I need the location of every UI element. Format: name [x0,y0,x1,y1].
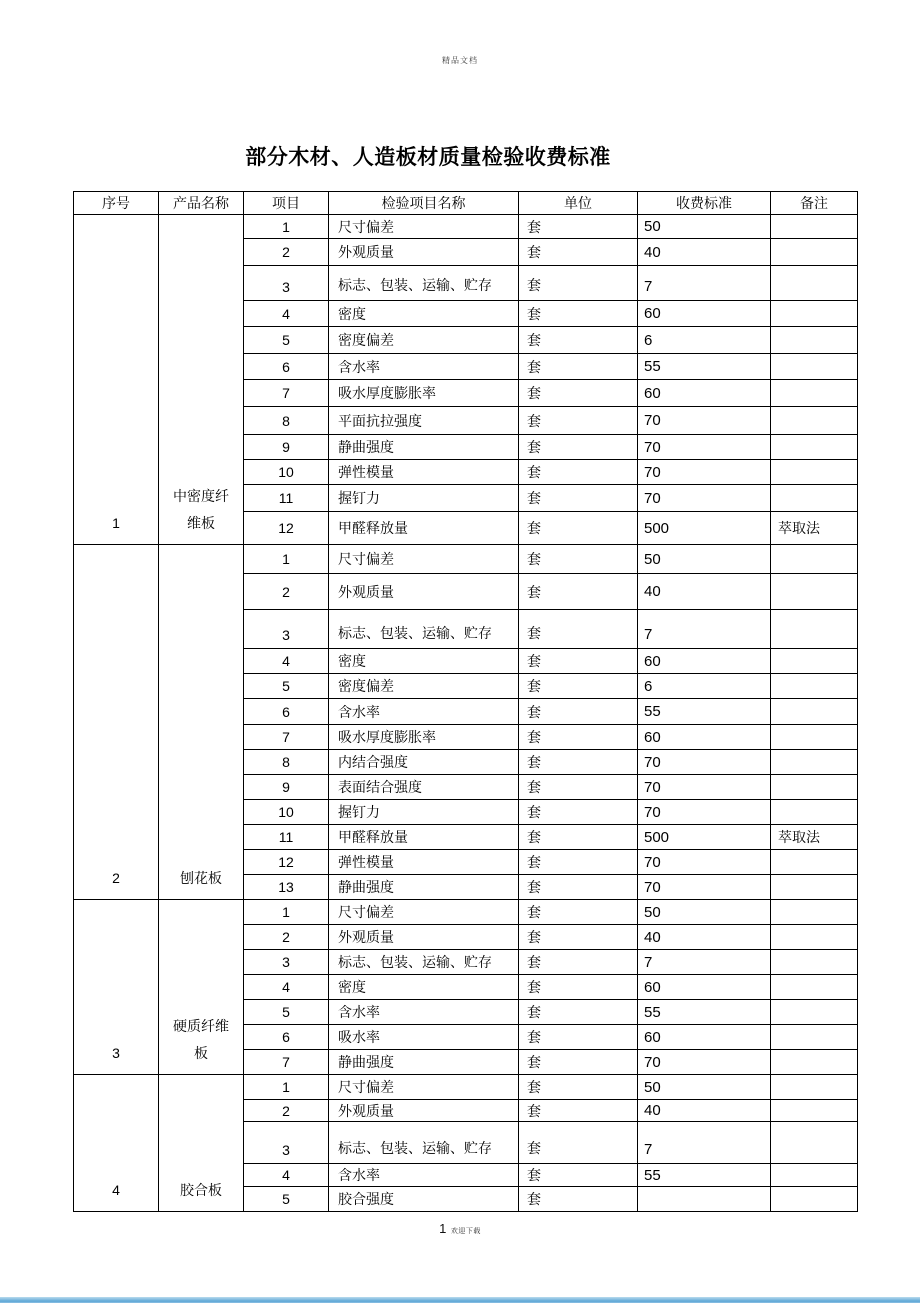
cell-note [771,1025,858,1050]
cell-note [771,1000,858,1025]
cell-item-name: 密度 [329,975,519,1000]
cell-unit: 套 [519,327,638,354]
cell-item-no: 3 [244,610,329,649]
table-body [74,215,858,1212]
cell-note: 萃取法 [771,825,858,850]
cell-note [771,485,858,512]
cell-unit: 套 [519,1164,638,1187]
cell-item-no: 5 [244,327,329,354]
cell-item-no: 10 [244,460,329,485]
cell-fee: 40 [638,239,771,266]
cell-fee: 60 [638,380,771,407]
cell-item-no: 3 [244,1122,329,1164]
cell-note [771,875,858,900]
cell-item-no: 9 [244,435,329,460]
cell-item-name: 外观质量 [329,925,519,950]
cell-fee [638,1187,771,1212]
cell-item-no: 2 [244,239,329,266]
cell-unit: 套 [519,649,638,674]
cell-note [771,301,858,327]
cell-fee: 60 [638,725,771,750]
cell-unit: 套 [519,775,638,800]
cell-fee: 55 [638,1000,771,1025]
cell-fee: 7 [638,1122,771,1164]
cell-fee: 40 [638,925,771,950]
footer-note: 欢迎下载 [450,1228,481,1235]
cell-unit: 套 [519,215,638,239]
cell-fee: 60 [638,301,771,327]
cell-item-name: 标志、包装、运输、贮存 [329,950,519,975]
cell-unit: 套 [519,1025,638,1050]
cell-item-name: 静曲强度 [329,875,519,900]
column-header: 收费标准 [638,192,771,215]
cell-unit: 套 [519,875,638,900]
cell-item-name: 内结合强度 [329,750,519,775]
cell-item-name: 握钉力 [329,800,519,825]
cell-fee: 55 [638,354,771,380]
cell-item-no: 5 [244,1000,329,1025]
table-row [74,1075,858,1100]
cell-unit: 套 [519,460,638,485]
cell-serial-number: 3 [74,900,159,1075]
cell-item-name: 握钉力 [329,485,519,512]
cell-fee: 40 [638,574,771,610]
cell-serial-number: 4 [74,1075,159,1212]
cell-item-no: 10 [244,800,329,825]
cell-note [771,1187,858,1212]
table-row [74,192,858,215]
cell-item-no: 8 [244,750,329,775]
cell-note [771,574,858,610]
cell-item-no: 5 [244,674,329,699]
cell-item-name: 静曲强度 [329,1050,519,1075]
table-row [74,215,858,239]
cell-fee: 60 [638,649,771,674]
cell-note [771,354,858,380]
cell-item-name: 尺寸偏差 [329,545,519,574]
cell-note [771,925,858,950]
cell-item-name: 甲醛释放量 [329,512,519,545]
cell-fee: 70 [638,435,771,460]
cell-item-no: 1 [244,1075,329,1100]
cell-note [771,266,858,301]
cell-item-no: 7 [244,725,329,750]
cell-unit: 套 [519,380,638,407]
cell-note [771,674,858,699]
cell-fee: 50 [638,545,771,574]
cell-item-name: 外观质量 [329,1100,519,1122]
bottom-divider-bar [0,1297,920,1303]
cell-item-name: 静曲强度 [329,435,519,460]
cell-unit: 套 [519,512,638,545]
cell-item-no: 5 [244,1187,329,1212]
cell-item-name: 平面抗拉强度 [329,407,519,435]
cell-item-name: 含水率 [329,354,519,380]
cell-unit: 套 [519,850,638,875]
cell-item-no: 6 [244,354,329,380]
cell-note [771,1164,858,1187]
cell-fee: 500 [638,512,771,545]
cell-note [771,699,858,725]
cell-note [771,975,858,1000]
cell-unit: 套 [519,825,638,850]
cell-unit: 套 [519,354,638,380]
cell-unit: 套 [519,239,638,266]
cell-note [771,1050,858,1075]
cell-item-no: 7 [244,1050,329,1075]
cell-product-name: 胶合板 [159,1075,244,1212]
cell-note [771,900,858,925]
cell-note [771,407,858,435]
column-header: 检验项目名称 [329,192,519,215]
cell-unit: 套 [519,925,638,950]
cell-fee: 7 [638,266,771,301]
cell-serial-number: 2 [74,545,159,900]
cell-item-name: 含水率 [329,1164,519,1187]
column-header: 备注 [771,192,858,215]
cell-unit: 套 [519,301,638,327]
cell-fee: 70 [638,460,771,485]
cell-unit: 套 [519,975,638,1000]
cell-item-name: 尺寸偏差 [329,215,519,239]
watermark-header: 精品文档 [442,56,478,65]
cell-item-name: 密度 [329,649,519,674]
column-header: 序号 [74,192,159,215]
cell-item-name: 含水率 [329,1000,519,1025]
cell-unit: 套 [519,545,638,574]
cell-unit: 套 [519,1050,638,1075]
cell-fee: 50 [638,215,771,239]
cell-unit: 套 [519,1100,638,1122]
cell-item-name: 标志、包装、运输、贮存 [329,610,519,649]
cell-item-name: 吸水厚度膨胀率 [329,725,519,750]
cell-fee: 70 [638,775,771,800]
cell-unit: 套 [519,407,638,435]
cell-item-no: 2 [244,925,329,950]
cell-fee: 50 [638,1075,771,1100]
cell-item-no: 2 [244,574,329,610]
cell-item-no: 8 [244,407,329,435]
cell-item-name: 吸水率 [329,1025,519,1050]
cell-unit: 套 [519,1000,638,1025]
cell-note: 萃取法 [771,512,858,545]
cell-item-no: 2 [244,1100,329,1122]
cell-item-name: 吸水厚度膨胀率 [329,380,519,407]
cell-fee: 70 [638,750,771,775]
table-row [74,545,858,574]
cell-unit: 套 [519,1075,638,1100]
cell-item-no: 11 [244,485,329,512]
cell-unit: 套 [519,900,638,925]
cell-fee: 6 [638,327,771,354]
cell-item-no: 12 [244,512,329,545]
cell-item-name: 胶合强度 [329,1187,519,1212]
cell-note [771,239,858,266]
cell-product-name: 硬质纤维板 [159,900,244,1075]
cell-fee: 70 [638,800,771,825]
cell-fee: 7 [638,610,771,649]
cell-serial-number: 1 [74,215,159,545]
column-header: 产品名称 [159,192,244,215]
cell-note [771,380,858,407]
cell-unit: 套 [519,725,638,750]
cell-note [771,800,858,825]
cell-note [771,649,858,674]
cell-note [771,545,858,574]
cell-item-name: 外观质量 [329,239,519,266]
cell-unit: 套 [519,950,638,975]
cell-unit: 套 [519,266,638,301]
cell-note [771,327,858,354]
cell-item-name: 含水率 [329,699,519,725]
table-row [74,900,858,925]
cell-fee: 55 [638,1164,771,1187]
cell-fee: 60 [638,1025,771,1050]
cell-item-no: 7 [244,380,329,407]
cell-item-no: 9 [244,775,329,800]
cell-item-no: 4 [244,975,329,1000]
cell-unit: 套 [519,610,638,649]
cell-item-name: 密度偏差 [329,327,519,354]
cell-item-no: 1 [244,545,329,574]
cell-item-name: 表面结合强度 [329,775,519,800]
cell-note [771,435,858,460]
cell-unit: 套 [519,1122,638,1164]
cell-item-no: 6 [244,699,329,725]
cell-unit: 套 [519,485,638,512]
cell-item-no: 3 [244,266,329,301]
cell-note [771,850,858,875]
cell-unit: 套 [519,674,638,699]
cell-note [771,750,858,775]
cell-item-no: 4 [244,1164,329,1187]
cell-item-name: 标志、包装、运输、贮存 [329,1122,519,1164]
cell-unit: 套 [519,800,638,825]
cell-item-name: 弹性模量 [329,850,519,875]
cell-unit: 套 [519,750,638,775]
cell-note [771,1100,858,1122]
cell-note [771,460,858,485]
cell-item-no: 11 [244,825,329,850]
cell-fee: 60 [638,975,771,1000]
cell-item-name: 尺寸偏差 [329,1075,519,1100]
cell-fee: 50 [638,900,771,925]
cell-item-no: 1 [244,215,329,239]
cell-fee: 70 [638,407,771,435]
column-header: 项目 [244,192,329,215]
cell-fee: 70 [638,850,771,875]
cell-fee: 40 [638,1100,771,1122]
cell-note [771,1122,858,1164]
cell-unit: 套 [519,1187,638,1212]
page-footer [0,1220,920,1238]
cell-item-no: 12 [244,850,329,875]
cell-fee: 70 [638,485,771,512]
fee-table [73,191,858,1212]
cell-note [771,725,858,750]
cell-note [771,950,858,975]
cell-fee: 70 [638,875,771,900]
cell-item-no: 4 [244,649,329,674]
cell-item-no: 3 [244,950,329,975]
cell-fee: 7 [638,950,771,975]
cell-note [771,610,858,649]
cell-note [771,775,858,800]
cell-item-name: 密度 [329,301,519,327]
cell-item-no: 6 [244,1025,329,1050]
cell-fee: 500 [638,825,771,850]
cell-note [771,1075,858,1100]
cell-fee: 55 [638,699,771,725]
cell-item-no: 4 [244,301,329,327]
column-header: 单位 [519,192,638,215]
cell-unit: 套 [519,574,638,610]
cell-product-name: 刨花板 [159,545,244,900]
page-number: 1 [439,1221,447,1236]
cell-item-name: 外观质量 [329,574,519,610]
page-title-row [0,141,920,171]
cell-unit: 套 [519,435,638,460]
cell-item-no: 13 [244,875,329,900]
cell-item-name: 标志、包装、运输、贮存 [329,266,519,301]
cell-unit: 套 [519,699,638,725]
cell-item-name: 弹性模量 [329,460,519,485]
document-title: 部分木材、人造板材质量检验收费标准 [245,145,611,169]
cell-fee: 70 [638,1050,771,1075]
cell-item-name: 密度偏差 [329,674,519,699]
cell-item-no: 1 [244,900,329,925]
cell-item-name: 甲醛释放量 [329,825,519,850]
cell-item-name: 尺寸偏差 [329,900,519,925]
table-header-row [74,192,858,215]
cell-product-name: 中密度纤维板 [159,215,244,545]
cell-fee: 6 [638,674,771,699]
cell-note [771,215,858,239]
